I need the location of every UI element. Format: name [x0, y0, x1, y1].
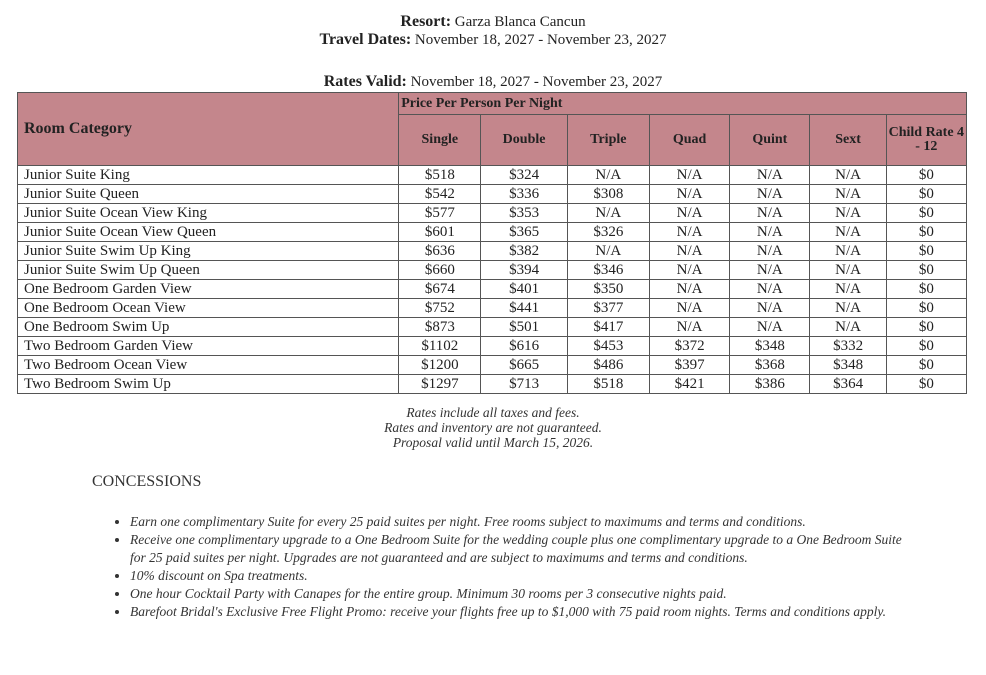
rate-cell: $368	[730, 356, 810, 375]
rate-cell: N/A	[810, 166, 886, 185]
table-row	[18, 337, 967, 356]
table-row	[18, 204, 967, 223]
rate-cell: N/A	[649, 280, 729, 299]
rate-notes	[0, 405, 986, 450]
rate-cell: $577	[399, 204, 481, 223]
table-row	[18, 280, 967, 299]
rate-cell: $873	[399, 318, 481, 337]
rate-cell: $346	[567, 261, 649, 280]
rate-cell: $353	[481, 204, 567, 223]
rate-cell: $0	[886, 356, 966, 375]
note-inventory: Rates and inventory are not guaranteed.	[384, 420, 602, 435]
rate-cell: $601	[399, 223, 481, 242]
rate-cell: N/A	[567, 242, 649, 261]
rate-cell: $0	[886, 204, 966, 223]
rate-cell: $348	[730, 337, 810, 356]
rate-cell: $518	[399, 166, 481, 185]
rate-cell: N/A	[810, 185, 886, 204]
column-header: Double	[481, 115, 567, 166]
note-taxes: Rates include all taxes and fees.	[406, 405, 580, 420]
rate-cell: $421	[649, 375, 729, 394]
rate-cell: $0	[886, 318, 966, 337]
rate-cell: $350	[567, 280, 649, 299]
rate-cell: $397	[649, 356, 729, 375]
table-row	[18, 356, 967, 375]
rate-cell: N/A	[649, 318, 729, 337]
rate-cell: N/A	[810, 299, 886, 318]
rate-cell: $0	[886, 299, 966, 318]
column-header: Sext	[810, 115, 886, 166]
rate-cell: N/A	[730, 280, 810, 299]
price-per-person-header: Price Per Person Per Night	[399, 93, 967, 115]
rate-cell: N/A	[730, 223, 810, 242]
rates-valid-value: November 18, 2027 - November 23, 2027	[410, 74, 663, 90]
rate-cell: N/A	[649, 223, 729, 242]
concession-item: • One hour Cocktail Party with Canapes for the entire group. Minimum 30 rooms per 3 consecutive nights paid.	[130, 585, 910, 603]
table-row	[18, 299, 967, 318]
rate-cell: $665	[481, 356, 567, 375]
rate-cell: $417	[567, 318, 649, 337]
column-header: Triple	[567, 115, 649, 166]
travel-dates-label: Travel Dates:	[319, 31, 412, 48]
rate-cell: $752	[399, 299, 481, 318]
room-category-header: Room Category	[18, 93, 399, 166]
rate-cell: N/A	[730, 261, 810, 280]
room-category-cell: Junior Suite Swim Up Queen	[18, 261, 399, 280]
resort-label: Resort:	[400, 13, 452, 30]
table-row	[18, 375, 967, 394]
rate-cell: $365	[481, 223, 567, 242]
table-row	[18, 166, 967, 185]
rate-cell: $441	[481, 299, 567, 318]
rate-cell: $382	[481, 242, 567, 261]
concession-item: • Barefoot Bridal's Exclusive Free Flight Promo: receive your flights free up to $1,000 with 75 paid room nights. Terms and conditions apply.	[130, 603, 910, 621]
rate-cell: $394	[481, 261, 567, 280]
rate-cell: $1297	[399, 375, 481, 394]
room-category-cell: Junior Suite Ocean View King	[18, 204, 399, 223]
rate-cell: N/A	[810, 261, 886, 280]
resort-value: Garza Blanca Cancun	[454, 14, 586, 30]
room-category-cell: Junior Suite Ocean View Queen	[18, 223, 399, 242]
table-row	[18, 242, 967, 261]
rate-cell: $501	[481, 318, 567, 337]
rate-cell: $336	[481, 185, 567, 204]
travel-dates-value: November 18, 2027 - November 23, 2027	[414, 32, 667, 48]
room-category-cell: Junior Suite King	[18, 166, 399, 185]
rate-cell: N/A	[649, 299, 729, 318]
rate-cell: N/A	[810, 204, 886, 223]
concession-item: • Earn one complimentary Suite for every 25 paid suites per night. Free rooms subject to maximums and terms and conditions.	[130, 513, 910, 531]
rate-cell: $348	[810, 356, 886, 375]
rates-table-body	[18, 166, 967, 394]
rate-cell: $0	[886, 261, 966, 280]
rate-cell: $616	[481, 337, 567, 356]
room-category-cell: Two Bedroom Swim Up	[18, 375, 399, 394]
rate-cell: N/A	[649, 166, 729, 185]
room-category-cell: One Bedroom Ocean View	[18, 299, 399, 318]
table-row	[18, 223, 967, 242]
rate-cell: $308	[567, 185, 649, 204]
rates-table	[17, 92, 967, 394]
rate-cell: $0	[886, 166, 966, 185]
rate-cell: $401	[481, 280, 567, 299]
room-category-cell: Two Bedroom Ocean View	[18, 356, 399, 375]
column-header: Single	[399, 115, 481, 166]
rate-cell: $518	[567, 375, 649, 394]
rate-cell: $364	[810, 375, 886, 394]
concessions-title: CONCESSIONS	[92, 473, 202, 490]
rate-cell: $0	[886, 375, 966, 394]
rate-cell: $0	[886, 223, 966, 242]
concession-item: • Receive one complimentary upgrade to a One Bedroom Suite for the wedding couple plus one complimentary upgrade to a One Bedroom Suite for 25 paid suites per night. Upgrades are not guaranteed and are subject to maximums and terms and conditions.	[130, 531, 910, 567]
room-category-cell: One Bedroom Swim Up	[18, 318, 399, 337]
rate-cell: $486	[567, 356, 649, 375]
table-row	[18, 261, 967, 280]
rate-cell: $0	[886, 280, 966, 299]
rate-cell: N/A	[810, 280, 886, 299]
room-category-cell: Two Bedroom Garden View	[18, 337, 399, 356]
rate-cell: N/A	[810, 318, 886, 337]
column-header: Quad	[649, 115, 729, 166]
rate-cell: $713	[481, 375, 567, 394]
travel-dates-line	[0, 31, 986, 49]
rate-cell: $372	[649, 337, 729, 356]
rate-cell: $1200	[399, 356, 481, 375]
rates-valid-line	[0, 73, 986, 91]
concession-item: • 10% discount on Spa treatments.	[130, 567, 910, 585]
rate-cell: N/A	[730, 204, 810, 223]
rate-cell: N/A	[730, 185, 810, 204]
rate-cell: $0	[886, 185, 966, 204]
rate-cell: N/A	[730, 318, 810, 337]
rate-cell: $660	[399, 261, 481, 280]
rate-cell: N/A	[567, 204, 649, 223]
rate-cell: N/A	[649, 204, 729, 223]
rate-cell: $386	[730, 375, 810, 394]
column-header: Child Rate 4 - 12	[886, 115, 966, 166]
rates-valid-label: Rates Valid:	[323, 73, 407, 90]
rate-cell: N/A	[810, 242, 886, 261]
rate-cell: N/A	[730, 242, 810, 261]
rate-cell: $0	[886, 242, 966, 261]
rate-cell: N/A	[730, 166, 810, 185]
note-proposal-validity: Proposal valid until March 15, 2026.	[392, 435, 594, 450]
rate-cell: $636	[399, 242, 481, 261]
rate-cell: $1102	[399, 337, 481, 356]
rate-cell: $326	[567, 223, 649, 242]
rate-cell: N/A	[649, 261, 729, 280]
concessions-list	[112, 513, 910, 621]
table-row	[18, 185, 967, 204]
rate-cell: $542	[399, 185, 481, 204]
rate-cell: N/A	[730, 299, 810, 318]
room-category-cell: One Bedroom Garden View	[18, 280, 399, 299]
room-category-cell: Junior Suite Swim Up King	[18, 242, 399, 261]
rate-cell: $0	[886, 337, 966, 356]
column-header: Quint	[730, 115, 810, 166]
room-category-cell: Junior Suite Queen	[18, 185, 399, 204]
resort-line	[0, 13, 986, 31]
rate-cell: $324	[481, 166, 567, 185]
rate-cell: $332	[810, 337, 886, 356]
rate-cell: N/A	[649, 185, 729, 204]
rate-cell: N/A	[567, 166, 649, 185]
rate-cell: N/A	[649, 242, 729, 261]
rate-cell: $453	[567, 337, 649, 356]
rate-cell: $674	[399, 280, 481, 299]
table-row	[18, 318, 967, 337]
rate-cell: N/A	[810, 223, 886, 242]
rate-cell: $377	[567, 299, 649, 318]
